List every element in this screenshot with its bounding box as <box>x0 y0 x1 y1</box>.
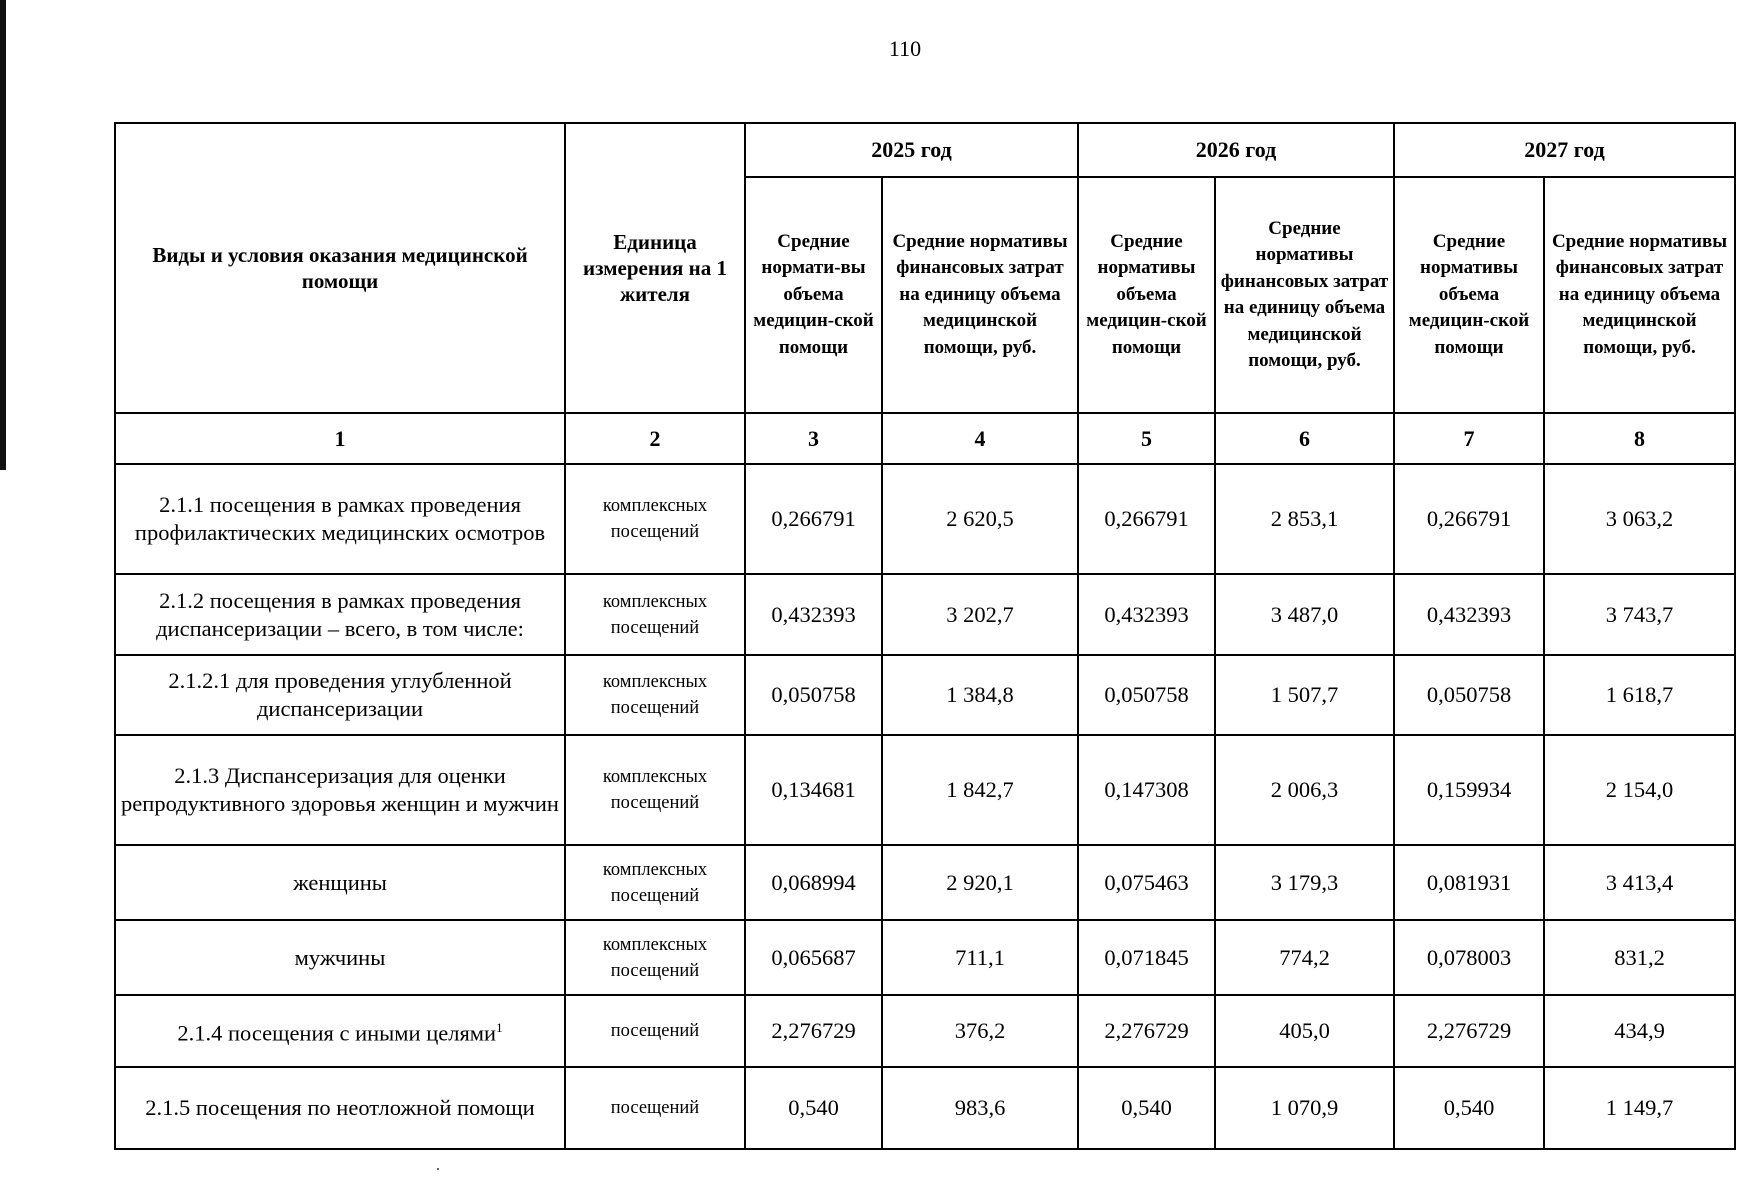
cost-2027: 1 149,7 <box>1544 1067 1735 1149</box>
cost-2026: 405,0 <box>1215 995 1394 1067</box>
table-row <box>115 655 1735 735</box>
cost-2026: 774,2 <box>1215 920 1394 995</box>
column-number: 3 <box>745 413 882 464</box>
row-label-text: 2.1.4 посещения с иными целями <box>177 1020 497 1046</box>
row-unit: комплексных посещений <box>565 735 745 845</box>
volume-2027: 0,159934 <box>1394 735 1544 845</box>
column-numbers-row <box>115 413 1735 464</box>
column-number: 6 <box>1215 413 1394 464</box>
cost-2026: 3 179,3 <box>1215 845 1394 920</box>
row-label: 2.1.2.1 для проведения углубленной диспансеризации <box>115 655 565 735</box>
header-unit: Единица измерения на 1 жителя <box>565 123 745 413</box>
volume-2027: 0,050758 <box>1394 655 1544 735</box>
cost-2027: 3 743,7 <box>1544 574 1735 655</box>
header-volume-2026: Средние нормативы объема медицин-ской помощи <box>1078 177 1215 413</box>
table-row <box>115 574 1735 655</box>
cost-2025: 2 620,5 <box>882 464 1078 574</box>
cost-2027: 3 063,2 <box>1544 464 1735 574</box>
header-year-2026: 2026 год <box>1078 123 1394 177</box>
table-row <box>115 845 1735 920</box>
volume-2027: 0,078003 <box>1394 920 1544 995</box>
volume-2026: 0,075463 <box>1078 845 1215 920</box>
cost-2027: 1 618,7 <box>1544 655 1735 735</box>
cost-2026: 1 507,7 <box>1215 655 1394 735</box>
row-label: 2.1.1 посещения в рамках проведения профилактических медицинских осмотров <box>115 464 565 574</box>
header-volume-2025: Средние нормати-вы объема медицин-ской помощи <box>745 177 882 413</box>
cost-2025: 1 384,8 <box>882 655 1078 735</box>
volume-2025: 0,050758 <box>745 655 882 735</box>
header-year-2027: 2027 год <box>1394 123 1735 177</box>
scan-edge-mark <box>0 0 6 470</box>
volume-2026: 0,071845 <box>1078 920 1215 995</box>
cost-2027: 831,2 <box>1544 920 1735 995</box>
column-number: 5 <box>1078 413 1215 464</box>
cost-2027: 2 154,0 <box>1544 735 1735 845</box>
volume-2027: 0,540 <box>1394 1067 1544 1149</box>
table-row <box>115 995 1735 1067</box>
table-row <box>115 1067 1735 1149</box>
row-unit: комплексных посещений <box>565 464 745 574</box>
volume-2025: 0,134681 <box>745 735 882 845</box>
volume-2027: 0,266791 <box>1394 464 1544 574</box>
volume-2026: 2,276729 <box>1078 995 1215 1067</box>
row-label: 2.1.2 посещения в рамках проведения диспансеризации – всего, в том числе: <box>115 574 565 655</box>
volume-2026: 0,147308 <box>1078 735 1215 845</box>
header-cost-2027: Средние нормативы финансовых затрат на единицу объема медицинской помощи, руб. <box>1544 177 1735 413</box>
volume-2026: 0,432393 <box>1078 574 1215 655</box>
table-row <box>115 464 1735 574</box>
header-cost-2025: Средние нормативы финансовых затрат на единицу объема медицинской помощи, руб. <box>882 177 1078 413</box>
column-number: 7 <box>1394 413 1544 464</box>
scan-speck <box>437 1168 439 1170</box>
footnote-marker: 1 <box>496 1020 503 1036</box>
cost-2027: 3 413,4 <box>1544 845 1735 920</box>
header-kind: Виды и условия оказания медицинской помощи <box>115 123 565 413</box>
row-unit: посещений <box>565 995 745 1067</box>
cost-2025: 3 202,7 <box>882 574 1078 655</box>
row-unit: посещений <box>565 1067 745 1149</box>
cost-2025: 983,6 <box>882 1067 1078 1149</box>
row-label: 2.1.5 посещения по неотложной помощи <box>115 1067 565 1149</box>
header-year-2025: 2025 год <box>745 123 1078 177</box>
header-volume-2027: Средние нормативы объема медицин-ской помощи <box>1394 177 1544 413</box>
page-number: 110 <box>888 36 922 61</box>
cost-2025: 376,2 <box>882 995 1078 1067</box>
row-label: женщины <box>115 845 565 920</box>
volume-2026: 0,050758 <box>1078 655 1215 735</box>
volume-2025: 0,266791 <box>745 464 882 574</box>
cost-2025: 1 842,7 <box>882 735 1078 845</box>
column-number: 2 <box>565 413 745 464</box>
table-row <box>115 920 1735 995</box>
table-row <box>115 735 1735 845</box>
header-cost-2026: Средние нормативы финансовых затрат на единицу объема медицинской помощи, руб. <box>1215 177 1394 413</box>
column-number: 4 <box>882 413 1078 464</box>
volume-2025: 0,065687 <box>745 920 882 995</box>
volume-2025: 0,068994 <box>745 845 882 920</box>
volume-2026: 0,540 <box>1078 1067 1215 1149</box>
column-number: 8 <box>1544 413 1735 464</box>
row-unit: комплексных посещений <box>565 655 745 735</box>
row-label <box>115 995 565 1067</box>
volume-2027: 0,081931 <box>1394 845 1544 920</box>
cost-2025: 2 920,1 <box>882 845 1078 920</box>
cost-2025: 711,1 <box>882 920 1078 995</box>
row-unit: комплексных посещений <box>565 574 745 655</box>
row-unit: комплексных посещений <box>565 920 745 995</box>
cost-2026: 3 487,0 <box>1215 574 1394 655</box>
cost-2026: 2 006,3 <box>1215 735 1394 845</box>
volume-2027: 2,276729 <box>1394 995 1544 1067</box>
cost-2027: 434,9 <box>1544 995 1735 1067</box>
column-number: 1 <box>115 413 565 464</box>
normatives-table <box>114 122 1736 1150</box>
volume-2025: 0,432393 <box>745 574 882 655</box>
volume-2025: 2,276729 <box>745 995 882 1067</box>
volume-2027: 0,432393 <box>1394 574 1544 655</box>
row-unit: комплексных посещений <box>565 845 745 920</box>
cost-2026: 1 070,9 <box>1215 1067 1394 1149</box>
volume-2026: 0,266791 <box>1078 464 1215 574</box>
cost-2026: 2 853,1 <box>1215 464 1394 574</box>
row-label: 2.1.3 Диспансеризация для оценки репродуктивного здоровья женщин и мужчин <box>115 735 565 845</box>
volume-2025: 0,540 <box>745 1067 882 1149</box>
row-label: мужчины <box>115 920 565 995</box>
